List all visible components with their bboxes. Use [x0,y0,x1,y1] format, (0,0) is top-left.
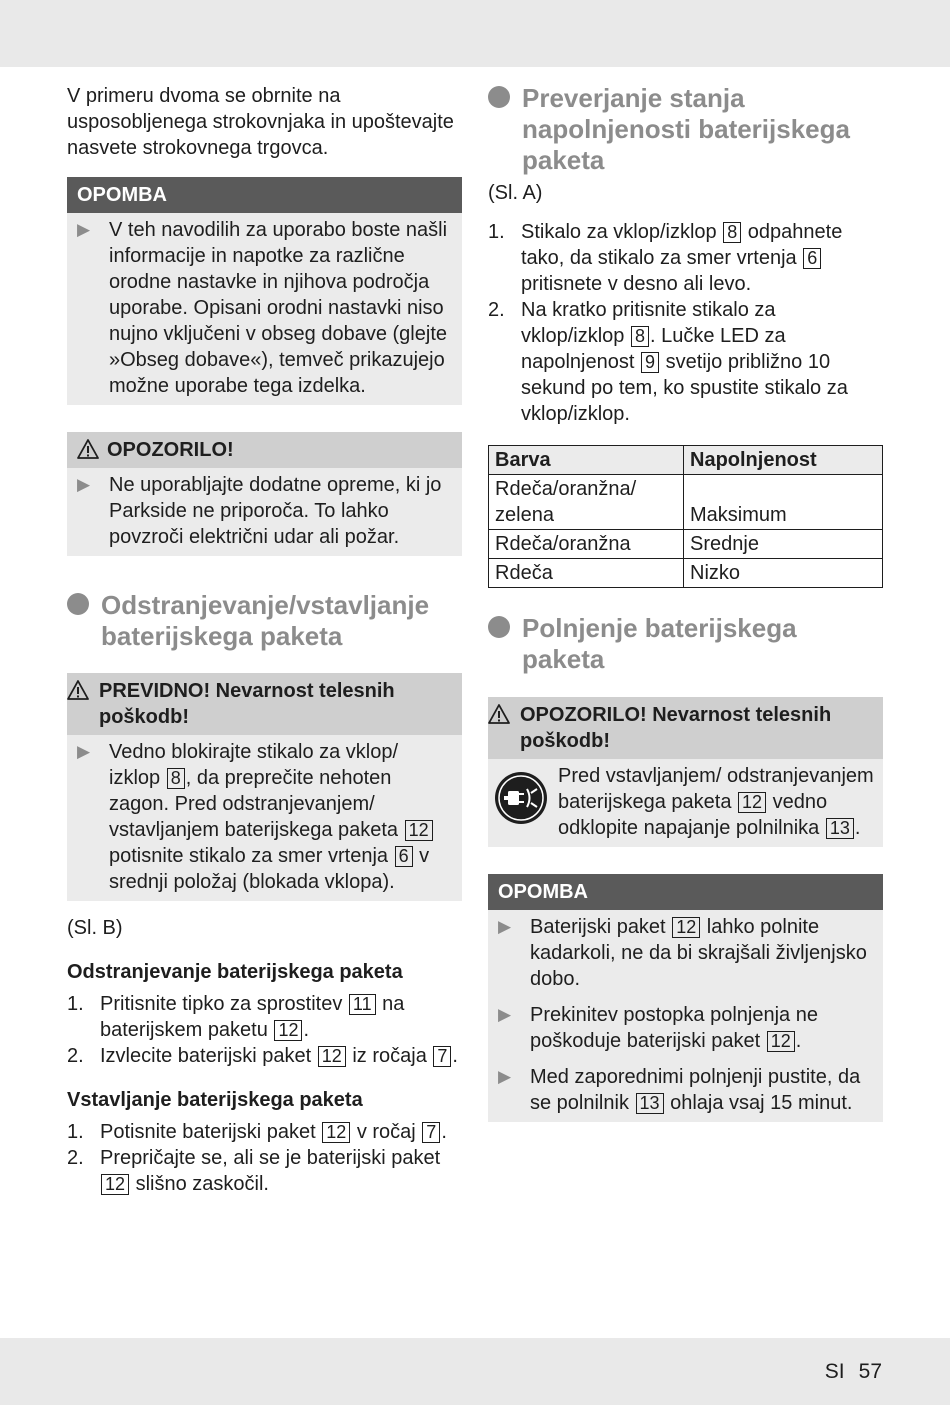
note-box [67,177,462,405]
part-ref: 8 [167,768,185,789]
page-number: 57 [858,1360,882,1383]
insert-heading: Vstavljanje baterijskega paketa [67,1089,363,1111]
charging-note-title: OPOMBA [488,874,883,910]
table-cell: Rdeča [489,559,684,588]
note-title: OPOMBA [67,177,462,213]
section-title-remove-insert: Odstranjevanje/vstavljanje baterijskega paketa [67,590,462,652]
note-bullet: ▶ Med zaporednimi polnjenji pustite, da se polnilnik 13 ohlaja vsaj 15 minut. [498,1066,861,1114]
charging-warning-box [488,697,883,847]
intro-text: V primeru dvoma se obrnite na usposobljenega strokovnjaka in upoštevajte nasvete strokovnega trgovca. [67,85,454,159]
warning-triangle-icon [77,439,99,459]
page-footer [825,1359,882,1385]
list-item: 2. Prepričajte se, ali se je baterijski paket 12 slišno zaskočil. [67,1147,441,1195]
note-bullet: ▶ Baterijski paket 12 lahko polnite kadarkoli, ne da bi skrajšali življenjsko dobo. [498,916,867,990]
part-ref: 11 [349,994,376,1015]
list-item: 1. Potisnite baterijski paket 12 v ročaj 7 . [67,1121,447,1143]
bullet-arrow-icon: ▶ [498,1067,512,1086]
part-ref: 7 [422,1122,440,1143]
part-ref: 12 [738,792,766,813]
list-item: 1. Pritisnite tipko za sprostitev 11 na baterijskem paketu 12 . [67,993,405,1041]
remove-steps [67,991,462,1069]
left-column [67,83,462,1197]
part-ref: 12 [322,1122,350,1143]
table-cell: Nizko [684,559,883,588]
part-ref: 6 [803,248,821,269]
right-column [488,83,883,1122]
part-ref: 13 [826,818,854,839]
table-cell: Rdeča/oranžna/ zelena [489,475,684,530]
caution-bullet: ▶ Vedno blokirajte stikalo za vklop/ izklop 8 , da preprečite nehoten zagon. Pred odstranjevanjem/ vstavljanjem baterijskega paketa 12 potisnite stikalo za smer vrtenja 6 v srednji položaj (blokada vklopa). [77,739,454,895]
part-ref: 6 [395,846,413,867]
table-cell: Srednje [684,530,883,559]
part-ref: 7 [433,1046,451,1067]
insert-steps [67,1119,462,1197]
table-header-row [489,446,883,475]
part-ref: 8 [723,222,741,243]
unplug-icon [494,771,548,825]
part-ref: 12 [318,1046,346,1067]
warning-box [67,432,462,556]
list-item: 1. Stikalo za vklop/izklop 8 odpahnete tako, da stikalo za smer vrtenja 6 pritisnete v desno ali levo. [488,221,843,295]
part-ref: 12 [274,1020,302,1041]
section-title-charging: Polnjenje baterijskega paketa [488,613,883,675]
table-row [489,475,883,530]
part-ref: 12 [101,1174,129,1195]
table-header: Barva [489,446,684,475]
part-ref: 12 [405,820,433,841]
check-steps [488,219,883,427]
section-dot-icon [67,593,89,615]
part-ref: 12 [767,1031,795,1052]
table-row [489,559,883,588]
charging-note-box [488,874,883,1122]
part-ref: 12 [672,917,700,938]
section-title-charge-check: Preverjanje stanja napolnjenosti baterijskega paketa [488,83,883,176]
section-dot-icon [488,86,510,108]
note-bullet: ▶ V teh navodilih za uporabo boste našli informacije in napotke za različne orodne nastavke in njihova področja uporabe. Opisani orodni nastavki niso nujno vključeni v obseg dobave (glejte »Obseg dobave«), temveč prikazujejo možne uporabe tega izdelka. [77,219,448,397]
section-dot-icon [488,616,510,638]
caution-title: PREVIDNO! Nevarnost telesnih poškodb! [67,673,462,735]
header-band [0,0,950,67]
charging-warning-text: Pred vstavljanjem/ odstranjevanjem baterijskega paketa 12 vedno odklopite napajanje polnilnika 13 . [558,765,874,839]
warning-triangle-icon [67,680,89,700]
table-cell: Rdeča/oranžna [489,530,684,559]
footer-band [0,1338,950,1405]
bullet-arrow-icon: ▶ [77,220,91,239]
figure-ref: (Sl. B) [67,917,123,939]
table-row [489,530,883,559]
warning-triangle-icon [488,704,510,724]
bullet-arrow-icon: ▶ [77,475,91,494]
charge-level-table [488,445,883,588]
figure-ref: (Sl. A) [488,182,543,204]
language-code: SI [824,1360,845,1383]
part-ref: 8 [631,326,649,347]
bullet-arrow-icon: ▶ [498,1005,512,1024]
warning-title: OPOZORILO! [67,432,462,468]
table-cell: Maksimum [684,475,883,530]
remove-heading: Odstranjevanje baterijskega paketa [67,961,403,983]
bullet-arrow-icon: ▶ [498,917,512,936]
charging-warning-title: OPOZORILO! Nevarnost telesnih poškodb! [488,697,883,759]
warning-bullet: ▶ Ne uporabljajte dodatne opreme, ki jo Parkside ne priporoča. To lahko povzroči električni udar ali požar. [77,474,442,548]
part-ref: 9 [641,352,659,373]
bullet-arrow-icon: ▶ [77,742,91,761]
part-ref: 13 [636,1093,664,1114]
table-header: Napolnjenost [684,446,883,475]
list-item: 2. Na kratko pritisnite stikalo za vklop/izklop 8 . Lučke LED za napolnjenost 9 svetijo približno 10 sekund po tem, ko spustite stikalo za vklop/izklop. [488,299,848,425]
list-item: 2. Izvlecite baterijski paket 12 iz ročaja 7 . [67,1045,458,1067]
note-bullet: ▶ Prekinitev postopka polnjenja ne poškoduje baterijski paket 12 . [498,1004,818,1052]
caution-box [67,673,462,901]
